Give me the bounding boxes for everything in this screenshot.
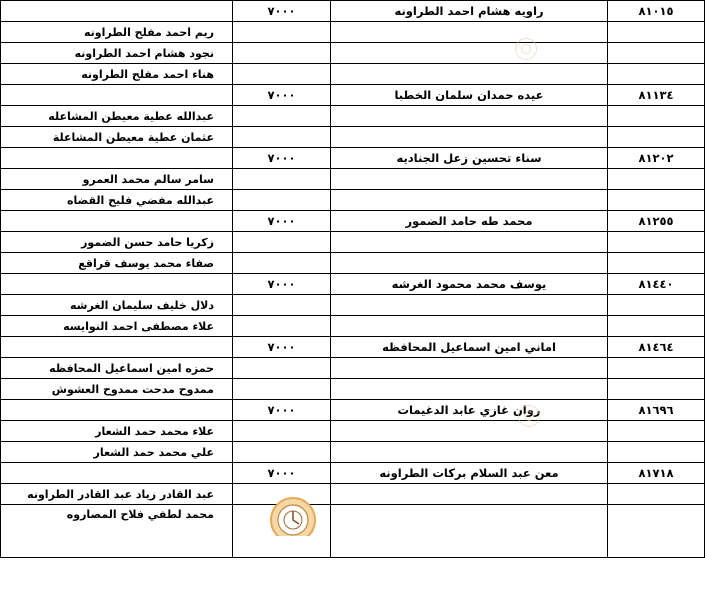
heir-row (1, 442, 705, 463)
amount-cell: ٧٠٠٠ (233, 148, 331, 169)
deceased-name-cell (331, 190, 608, 211)
deceased-row (1, 1, 705, 22)
heir-name-cell (1, 1, 233, 22)
amount-cell (233, 190, 331, 211)
deceased-name-cell (331, 358, 608, 379)
heirs-table-body (1, 1, 705, 558)
heir-name-cell: عبدالله مفضي فليح القضاه (1, 190, 233, 211)
heir-row (1, 295, 705, 316)
record-number-cell (608, 484, 705, 505)
deceased-name-cell (331, 421, 608, 442)
record-number-cell: ٨١٠١٥ (608, 1, 705, 22)
heir-name-cell: عبدالله عطية معيطن المشاعله (1, 106, 233, 127)
record-number-cell (608, 169, 705, 190)
deceased-row (1, 274, 705, 295)
deceased-name-cell: محمد طه حامد الضمور (331, 211, 608, 232)
heir-name-cell: زكريا حامد حسن الضمور (1, 232, 233, 253)
record-number-cell: ٨١٤٦٤ (608, 337, 705, 358)
heir-row (1, 43, 705, 64)
record-number-cell (608, 106, 705, 127)
record-number-cell: ٨١٦٩٦ (608, 400, 705, 421)
deceased-name-cell (331, 127, 608, 148)
heir-row (1, 421, 705, 442)
heir-name-cell (1, 337, 233, 358)
deceased-row (1, 85, 705, 106)
heir-name-cell: حمزه امين اسماعيل المحافظه (1, 358, 233, 379)
heir-row (1, 127, 705, 148)
record-number-cell (608, 421, 705, 442)
amount-cell: ٧٠٠٠ (233, 274, 331, 295)
deceased-name-cell (331, 316, 608, 337)
record-number-cell (608, 442, 705, 463)
heir-name-cell: سامر سالم محمد العمرو (1, 169, 233, 190)
deceased-name-cell (331, 22, 608, 43)
amount-cell: ٧٠٠٠ (233, 211, 331, 232)
watermark-stamp-icon (515, 38, 537, 60)
record-number-cell (608, 22, 705, 43)
heir-name-cell: دلال خليف سليمان الغرشه (1, 295, 233, 316)
deceased-row (1, 211, 705, 232)
record-number-cell (608, 316, 705, 337)
heir-row (1, 358, 705, 379)
heir-name-cell (1, 148, 233, 169)
amount-cell (233, 316, 331, 337)
heir-row (1, 190, 705, 211)
heir-name-cell (1, 85, 233, 106)
record-number-cell: ٨١١٣٤ (608, 85, 705, 106)
heir-row (1, 64, 705, 85)
heir-row (1, 379, 705, 400)
amount-cell: ٧٠٠٠ (233, 85, 331, 106)
heir-name-cell: ريم احمد مفلح الطراونه (1, 22, 233, 43)
record-number-cell: ٨١٧١٨ (608, 463, 705, 484)
watermark-stamp-icon (518, 405, 540, 427)
heir-name-cell: صفاء محمد يوسف قراقع (1, 253, 233, 274)
deceased-name-cell (331, 295, 608, 316)
heir-name-cell: هناء احمد مفلح الطراونه (1, 64, 233, 85)
deceased-name-cell: راويه هشام احمد الطراونه (331, 1, 608, 22)
deceased-row (1, 148, 705, 169)
heir-name-cell (1, 274, 233, 295)
heir-name-cell: علاء مصطفى احمد النوايسه (1, 316, 233, 337)
record-number-cell (608, 253, 705, 274)
record-number-cell (608, 64, 705, 85)
heir-row (1, 106, 705, 127)
heir-name-cell: محمد لطفي فلاح المصاروه (1, 505, 233, 558)
amount-cell: ٧٠٠٠ (233, 1, 331, 22)
amount-cell (233, 22, 331, 43)
record-number-cell (608, 295, 705, 316)
deceased-name-cell (331, 232, 608, 253)
deceased-name-cell (331, 505, 608, 558)
amount-cell: ٧٠٠٠ (233, 337, 331, 358)
deceased-row (1, 337, 705, 358)
amount-cell (233, 421, 331, 442)
deceased-name-cell (331, 379, 608, 400)
deceased-name-cell: معن عبد السلام بركات الطراونه (331, 463, 608, 484)
amount-cell (233, 253, 331, 274)
deceased-name-cell (331, 106, 608, 127)
heir-name-cell: علي محمد حمد الشعار (1, 442, 233, 463)
amount-cell (233, 43, 331, 64)
amount-cell: ٧٠٠٠ (233, 463, 331, 484)
amount-cell (233, 106, 331, 127)
record-number-cell (608, 190, 705, 211)
amount-cell (233, 64, 331, 85)
record-number-cell (608, 358, 705, 379)
record-number-cell: ٨١٤٤٠ (608, 274, 705, 295)
deceased-name-cell: اماني امين اسماعيل المحافظه (331, 337, 608, 358)
deceased-name-cell (331, 64, 608, 85)
heir-name-cell (1, 463, 233, 484)
record-number-cell (608, 232, 705, 253)
heir-row (1, 316, 705, 337)
deceased-row (1, 463, 705, 484)
heir-name-cell: عثمان عطية معيطن المشاعلة (1, 127, 233, 148)
heir-row (1, 232, 705, 253)
record-number-cell (608, 505, 705, 558)
heir-row (1, 22, 705, 43)
heir-row (1, 253, 705, 274)
heir-row (1, 484, 705, 505)
heir-name-cell: علاء محمد حمد الشعار (1, 421, 233, 442)
deceased-row (1, 400, 705, 421)
amount-cell (233, 127, 331, 148)
heir-row (1, 169, 705, 190)
official-seal-icon (268, 495, 318, 545)
amount-cell (233, 232, 331, 253)
record-number-cell (608, 379, 705, 400)
deceased-name-cell (331, 169, 608, 190)
record-number-cell (608, 43, 705, 64)
deceased-name-cell (331, 442, 608, 463)
heir-name-cell (1, 211, 233, 232)
heir-name-cell: ممدوح مدحت ممدوح العشوش (1, 379, 233, 400)
deceased-name-cell: روان غازي عابد الدغيمات (331, 400, 608, 421)
heir-row (1, 505, 705, 558)
deceased-name-cell: يوسف محمد محمود الغرشه (331, 274, 608, 295)
heir-name-cell (1, 400, 233, 421)
deceased-name-cell (331, 43, 608, 64)
amount-cell (233, 358, 331, 379)
heir-name-cell: نجود هشام احمد الطراونه (1, 43, 233, 64)
record-number-cell (608, 127, 705, 148)
amount-cell (233, 169, 331, 190)
deceased-name-cell (331, 484, 608, 505)
record-number-cell: ٨١٢٠٢ (608, 148, 705, 169)
deceased-name-cell: عيده حمدان سلمان الخطبا (331, 85, 608, 106)
amount-cell (233, 442, 331, 463)
deceased-name-cell (331, 253, 608, 274)
amount-cell (233, 295, 331, 316)
amount-cell (233, 379, 331, 400)
record-number-cell: ٨١٢٥٥ (608, 211, 705, 232)
amount-cell: ٧٠٠٠ (233, 400, 331, 421)
deceased-name-cell: سناء تحسين زعل الجناديه (331, 148, 608, 169)
heir-name-cell: عبد القادر زياد عبد القادر الطراونه (1, 484, 233, 505)
